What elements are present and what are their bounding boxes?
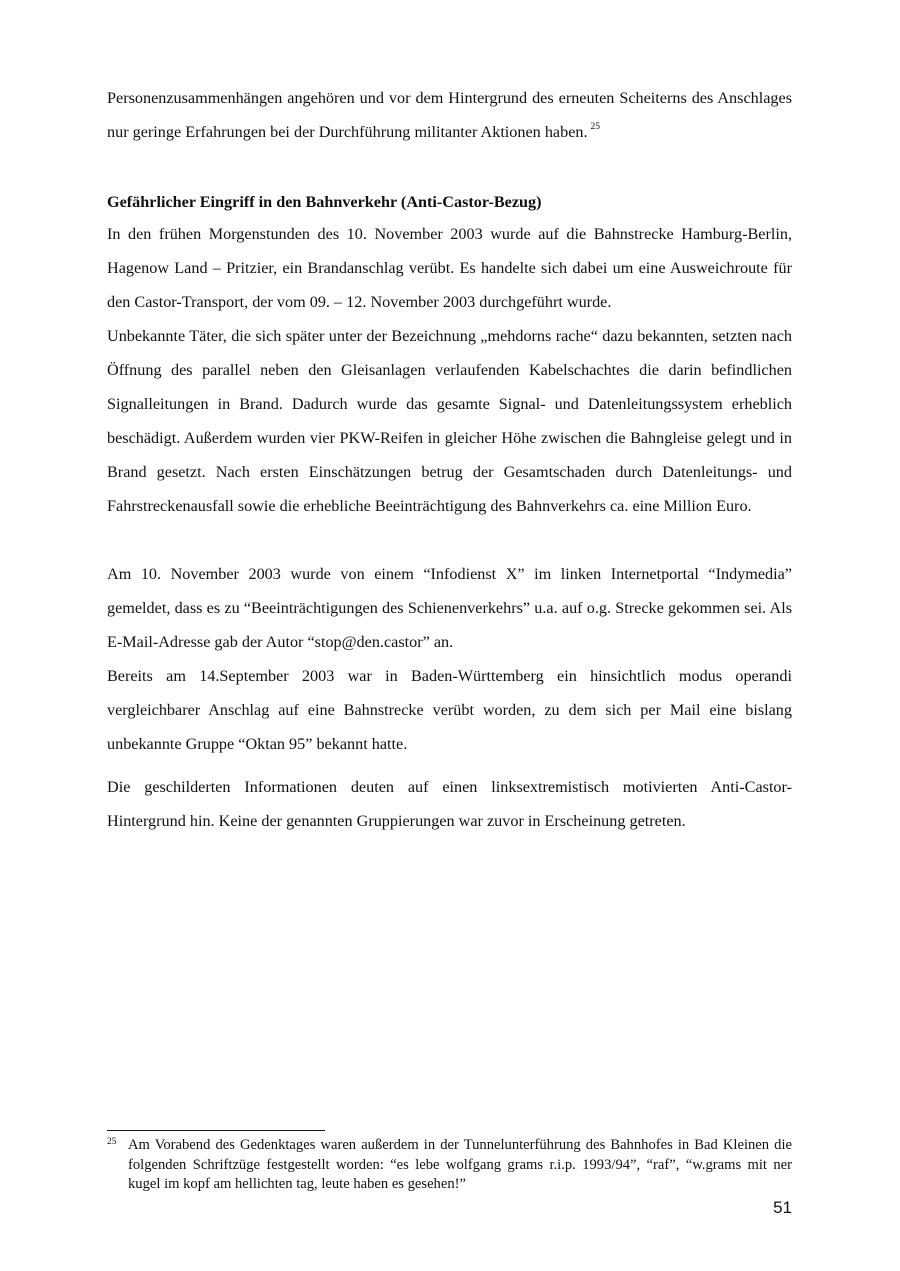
intro-paragraph [107,81,792,149]
footnote-text: Am Vorabend des Gedenktages waren außerdem in der Tunnelunterführung des Bahnhofes in Bad Kleinen die folgenden Schriftzüge festgestellt worden: “es lebe wolfgang grams r.i.p. 1993/94”, “raf”, “w.grams mit ner kugel im kopf am hellichten tag, leute haben es gesehen!” [128,1137,792,1192]
paragraph-perpetrators: Unbekannte Täter, die sich später unter der Bezeichnung „mehdorns rache“ dazu bekannten, setzten nach Öffnung des parallel neben den Gleisanlagen verlaufenden Kabelschachtes die darin befindlichen Signalleitungen in Brand. Dadurch wurde das gesamte Signal- und Datenleitungssystem erheblich beschädigt. Außerdem wurden vier PKW-Reifen in gleicher Höhe zwischen die Bahngleise gelegt und in Brand gesetzt. Nach ersten Einschätzungen betrug der Gesamtschaden durch Datenleitungs- und Fahrstreckenausfall sowie die erhebliche Beeinträchtigung des Bahnverkehrs ca. eine Million Euro. [107,327,792,515]
footnote-divider [107,1130,325,1131]
intro-paragraph-text: Personenzusammenhängen angehören und vor dem Hintergrund des erneuten Scheiterns des Anschlages nur geringe Erfahrungen bei der Durchführung militanter Aktionen haben. [107,89,792,141]
footnote [107,1136,792,1195]
paragraph-indymedia: Am 10. November 2003 wurde von einem “Infodienst X” im linken Internetportal “Indymedia” gemeldet, dass es zu “Beeinträchtigungen des Schienenverkehrs” u.a. auf o.g. Strecke gekommen sei. Als E-Mail-Adresse gab der Autor “stop@den.castor” an. [107,565,792,651]
footnote-number: 25 [107,1137,117,1147]
footnote-reference[interactable]: 25 [590,122,601,132]
paragraph-conclusion: Die geschilderten Informationen deuten auf einen linksextremistisch motivierten Anti-Castor-Hintergrund hin. Keine der genannten Gruppierungen war zuvor in Erscheinung getreten. [107,778,792,830]
page-number: 51 [773,1198,792,1217]
paragraph-earlier-attack: Bereits am 14.September 2003 war in Baden-Württemberg ein hinsichtlich modus operandi vergleichbarer Anschlag auf eine Bahnstrecke verübt worden, zu dem sich per Mail eine bislang unbekannte Gruppe “Oktan 95” bekannt hatte. [107,667,792,753]
section-heading: Gefährlicher Eingriff in den Bahnverkehr (Anti-Castor-Bezug) [107,193,542,211]
paragraph-incident: In den frühen Morgenstunden des 10. November 2003 wurde auf die Bahnstrecke Hamburg-Berlin, Hagenow Land – Pritzier, ein Brandanschlag verübt. Es handelte sich dabei um eine Ausweichroute für den Castor-Transport, der vom 09. – 12. November 2003 durchgeführt wurde. [107,225,792,311]
